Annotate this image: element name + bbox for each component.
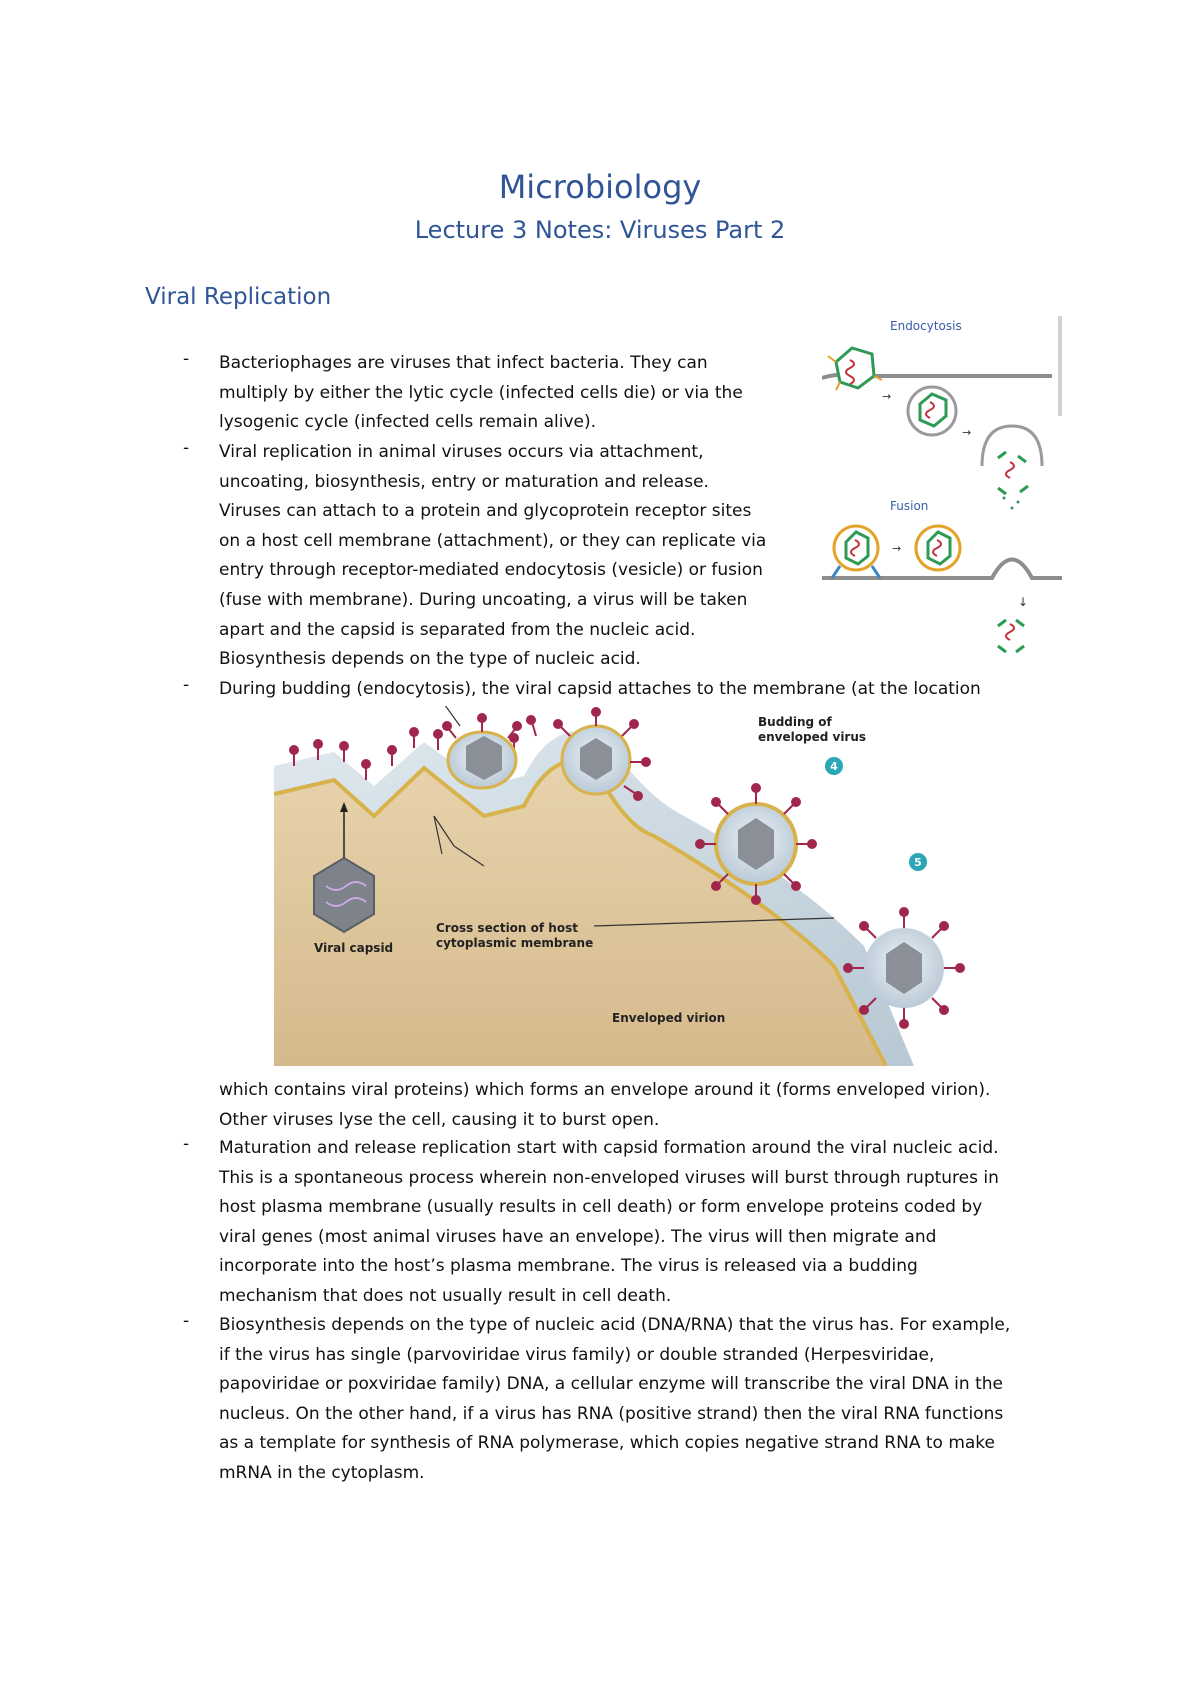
- page-title: Microbiology: [498, 168, 702, 206]
- text-line: host plasma membrane (usually results in cell death) or form envelope proteins coded by: [219, 1197, 983, 1218]
- budding-figure: [274, 706, 986, 1066]
- text-line: Other viruses lyse the cell, causing it to burst open.: [219, 1109, 660, 1130]
- page-subtitle: Lecture 3 Notes: Viruses Part 2: [414, 216, 786, 244]
- svg-text:5: 5: [914, 856, 922, 869]
- vesicle-virus-icon: [908, 387, 956, 435]
- bullet-paragraph-maturation: [219, 1134, 1061, 1312]
- fusion-label: Fusion: [890, 499, 929, 513]
- text-line: lysogenic cycle (infected cells remain alive).: [219, 412, 597, 433]
- enveloped-virion-label: Enveloped virion: [612, 1011, 726, 1025]
- text-line: mechanism that does not usually result in cell death.: [219, 1285, 672, 1306]
- bullet-paragraph-budding-part2: [219, 1076, 1061, 1135]
- text-line: as a template for synthesis of RNA polymerase, which copies negative strand RNA to make: [219, 1433, 995, 1454]
- bullet-dash: -: [183, 1311, 190, 1331]
- down-arrow-icon: ↓: [1018, 595, 1029, 609]
- text-line: uncoating, biosynthesis, entry or maturation and release.: [219, 471, 709, 492]
- enveloped-virus-icon: [916, 526, 960, 570]
- entry-mechanisms-figure: [822, 316, 1062, 661]
- budding-label-line2: enveloped virus: [758, 730, 867, 744]
- text-line: Viruses can attach to a protein and glycoprotein receptor sites: [219, 501, 752, 522]
- endocytosis-label: Endocytosis: [890, 319, 962, 333]
- arrow-icon: →: [882, 390, 892, 403]
- cross-section-label-line1: Cross section of host: [436, 921, 578, 935]
- cross-section-label-line2: cytoplasmic membrane: [436, 936, 594, 950]
- bullet-paragraph-bacteriophages: [219, 349, 804, 438]
- text-line: entry through receptor-mediated endocytosis (vesicle) or fusion: [219, 560, 763, 581]
- text-line: During budding (endocytosis), the viral capsid attaches to the membrane (at the location: [219, 679, 981, 699]
- bullet-dash: -: [183, 675, 190, 695]
- bullet-paragraph-budding-part1: [219, 675, 1061, 705]
- text-line: (fuse with membrane). During uncoating, a virus will be taken: [219, 589, 748, 610]
- arrow-icon: →: [892, 542, 902, 555]
- budding-virus-2: [443, 714, 521, 788]
- text-line: viral genes (most animal viruses have an envelope). The virus will then migrate and: [219, 1226, 937, 1247]
- text-line: Viral replication in animal viruses occurs via attachment,: [219, 442, 704, 462]
- text-line: Bacteriophages are viruses that infect bacteria. They can: [219, 353, 708, 373]
- section-heading: Viral Replication: [145, 284, 332, 310]
- step-marker-5: [909, 853, 927, 871]
- svg-text:4: 4: [830, 760, 838, 773]
- text-line: if the virus has single (parvoviridae virus family) or double stranded (Herpesviridae,: [219, 1344, 935, 1365]
- text-line: nucleus. On the other hand, if a virus has RNA (positive strand) then the viral RNA functions: [219, 1403, 1004, 1424]
- budding-label-line1: Budding of: [758, 715, 832, 729]
- text-line: incorporate into the host’s plasma membrane. The virus is released via a budding: [219, 1256, 918, 1277]
- viral-capsid-label: Viral capsid: [314, 941, 394, 955]
- text-line: papoviridae or poxviridae family) DNA, a cellular enzyme will transcribe the viral DNA in the: [219, 1374, 1003, 1395]
- text-line: Maturation and release replication start with capsid formation around the viral nucleic acid.: [219, 1138, 999, 1158]
- step-marker-4: [825, 757, 843, 775]
- bullet-paragraph-viral-replication: [219, 438, 804, 675]
- text-line: on a host cell membrane (attachment), or they can replicate via: [219, 530, 767, 551]
- text-line: Biosynthesis depends on the type of nucleic acid (DNA/RNA) that the virus has. For example,: [219, 1315, 1011, 1335]
- text-line: multiply by either the lytic cycle (infected cells die) or via the: [219, 382, 743, 403]
- text-line: apart and the capsid is separated from the nucleic acid.: [219, 619, 696, 640]
- bullet-dash: -: [183, 1134, 190, 1154]
- text-line: Biosynthesis depends on the type of nucleic acid.: [219, 649, 641, 670]
- enveloped-virus-4: [696, 784, 816, 904]
- enveloped-virion-5: [844, 908, 964, 1028]
- arrow-icon: →: [962, 426, 972, 439]
- bullet-paragraph-biosynthesis: [219, 1311, 1061, 1489]
- bullet-dash: -: [183, 438, 190, 458]
- bullet-dash: -: [183, 349, 190, 369]
- text-line: This is a spontaneous process wherein non-enveloped viruses will burst through ruptures in: [219, 1167, 999, 1188]
- text-line: mRNA in the cytoplasm.: [219, 1462, 425, 1483]
- text-line: which contains viral proteins) which forms an envelope around it (forms enveloped virion).: [219, 1080, 991, 1100]
